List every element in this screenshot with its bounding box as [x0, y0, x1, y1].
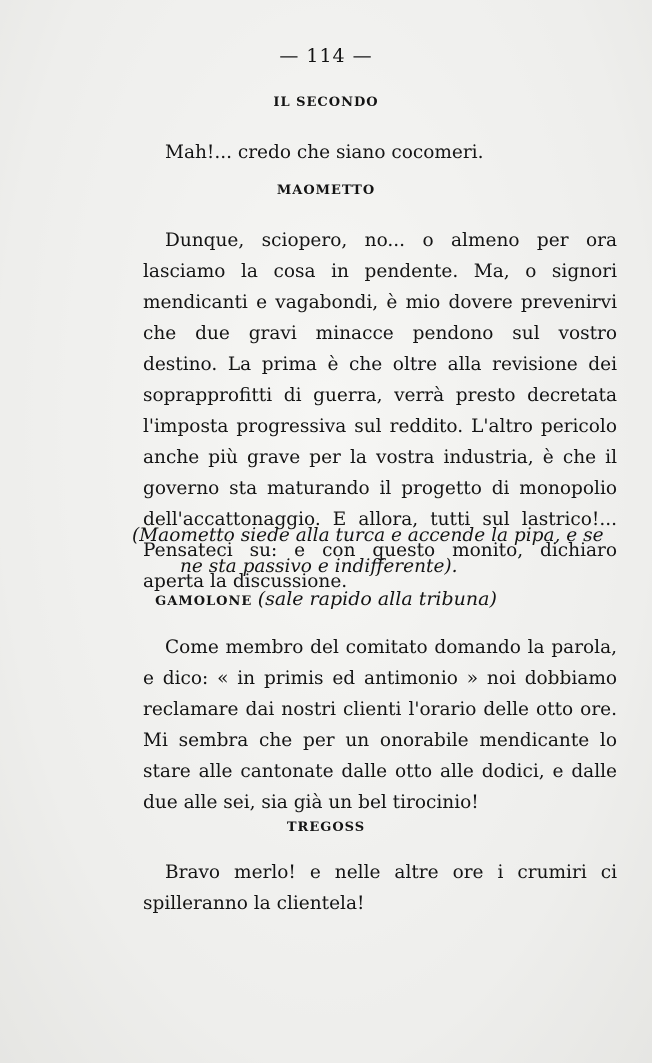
speaker-gamolone-name: GAMOLONE [155, 594, 253, 609]
dialogue-maometto: Dunque, sciopero, no... o almeno per ora lasciamo la cosa in pendente. Ma, o signori mendicanti e vagabondi, è mio dovere prevenirvi che due gravi minacce pendono sul vostro destino. La prima è che oltre alla revisione dei soprapprofitti di guerra, verrà presto decretata l'imposta progressiva sul reddito. L'altro pericolo anche più grave per la vostra industria, è che il governo sta maturando il progetto di monopolio dell'accattonaggio. E allora, tutti sul lastrico!... Pensateci su: e con questo monito, dichiaro aperta la discussione. [143, 230, 617, 592]
stage-direction-line-1: (Maometto siede alla turca e accende la pipa, e se [132, 525, 604, 546]
dialogue-gamolone: Come membro del comitato domando la parola, e dico: « in primis ed antimonio » noi dobbiamo reclamare dai nostri clienti l'orario delle otto ore. Mi sembra che per un onorabile mendicante lo stare alle cantonate dalle otto alle dodici, e dalle due alle sei, sia già un bel tirocinio! [143, 637, 617, 813]
dialogue-il-secondo: Mah!... credo che siano cocomeri. [165, 142, 484, 163]
speaker-tregoss: TREGOSS [286, 820, 366, 835]
speaker-il-secondo: IL SECONDO [273, 95, 379, 110]
speaker-gamolone [0, 588, 652, 610]
speaker-maometto: MAOMETTO [276, 183, 376, 198]
speaker-gamolone-direction: (sale rapido alla tribuna) [257, 588, 497, 610]
dialogue-tregoss: Bravo merlo! e nelle altre ore i crumiri ci spilleranno la clientela! [143, 862, 617, 914]
stage-direction-line-2: ne sta passivo e indifferente). [180, 556, 458, 577]
page-number: — 114 — [279, 45, 373, 67]
stage-direction-maometto [132, 520, 620, 582]
